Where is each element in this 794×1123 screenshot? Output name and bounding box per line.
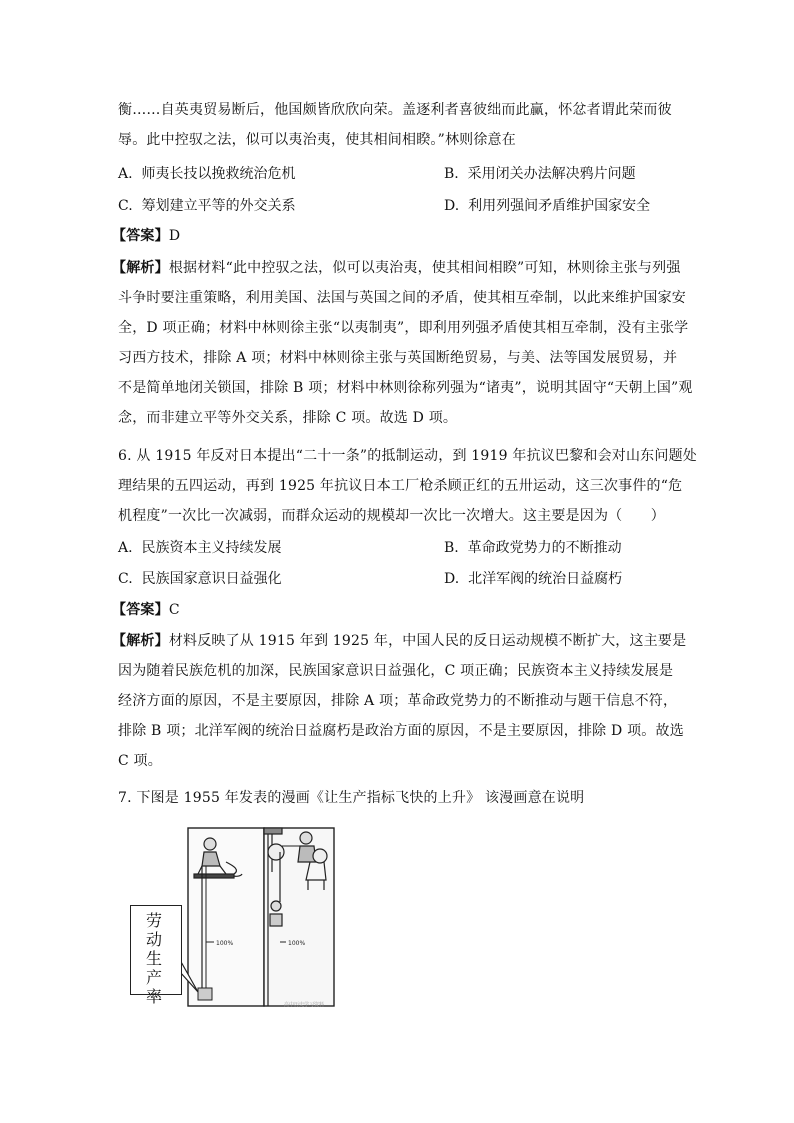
q6-answer: 【答案】C: [112, 602, 180, 618]
watermark: 高中历史学习资料: [284, 1002, 325, 1008]
q6-stem-line-2: 理结果的五四运动，再到 1925 年抗议日本工厂枪杀顾正红的五卅运动，这三次事件的“危: [118, 478, 683, 494]
q6-analysis-line-3: 经济方面的原因，不是主要原因，排除 A 项；革命政党势力的不断推动与题干信息不符，: [118, 693, 678, 709]
q7-stem: 7. 下图是 1955 年发表的漫画《让生产指标飞快的上升》 该漫画意在说明: [118, 790, 585, 806]
q5-analysis-line-4: 习西方技术，排除 A 项；材料中林则徐主张与英国断绝贸易，与美、法等国发展贸易，并: [118, 350, 678, 366]
q5-analysis-line-3: 全，D 项正确；材料中林则徐主张“以夷制夷”，即利用列强矛盾使其相互牵制，没有主张学: [118, 320, 689, 336]
callout-text: 劳动生产率: [145, 911, 162, 1006]
q5-option-b: B. 采用闭关办法解决鸦片问题: [444, 166, 636, 182]
q6-option-d: D. 北洋军阀的统治日益腐朽: [444, 571, 623, 587]
left-100-mark: 100%: [216, 940, 234, 947]
q5-analysis-line-5: 不是简单地闭关锁国，排除 B 项；材料中林则徐称列强为“诸夷”，说明其固守“天朝上国”观: [118, 380, 693, 396]
q5-analysis-line-1: 【解析】根据材料“此中控驭之法，似可以夷治夷，使其相间相睽”可知，林则徐主张与列强: [112, 260, 681, 276]
q5-analysis-line-2: 斗争时要注重策略，利用美国、法国与英国之间的矛盾，使其相互牵制，以此来维护国家安: [118, 290, 686, 306]
q6-stem-line-3: 机程度”一次比一次减弱，而群众运动的规模却一次比一次增大。这主要是因为（ ）: [118, 508, 665, 524]
q6-option-b: B. 革命政党势力的不断推动: [444, 540, 622, 556]
q6-stem-line-1: 6. 从 1915 年反对日本提出“二十一条”的抵制运动，到 1919 年抗议巴黎和会对山东问题处: [118, 448, 697, 464]
q5-option-d: D. 利用列强间矛盾维护国家安全: [444, 198, 651, 214]
q5-option-c: C. 筹划建立平等的外交关系: [118, 198, 296, 214]
cartoon-figure: [130, 822, 350, 1016]
q5-analysis-line-6: 念，而非建立平等外交关系，排除 C 项。故选 D 项。: [118, 410, 458, 426]
right-100-mark: 100%: [288, 940, 306, 947]
q6-option-a: A. 民族资本主义持续发展: [118, 540, 282, 556]
q6-analysis-line-5: C 项。: [118, 753, 162, 769]
q5-option-a: A. 师夷长技以挽救统治危机: [118, 166, 296, 182]
q5-answer: 【答案】D: [112, 228, 181, 244]
q5-stem-line-2: 辱。此中控驭之法，似可以夷治夷，使其相间相睽。”林则徐意在: [118, 132, 516, 148]
q5-stem-line-1: 衡……自英夷贸易断后，他国颇皆欣欣向荣。盖逐利者喜彼绌而此赢，怀忿者谓此荣而彼: [118, 102, 672, 118]
q6-analysis-line-2: 因为随着民族危机的加深，民族国家意识日益强化，C 项正确；民族资本主义持续发展是: [118, 663, 674, 679]
q6-analysis-line-1: 【解析】材料反映了从 1915 年到 1925 年，中国人民的反日运动规模不断扩大，这主要是: [112, 633, 687, 649]
q6-analysis-line-4: 排除 B 项；北洋军阀的统治日益腐朽是政治方面的原因，不是主要原因，排除 D 项。故选: [118, 723, 684, 739]
q6-option-c: C. 民族国家意识日益强化: [118, 571, 282, 587]
